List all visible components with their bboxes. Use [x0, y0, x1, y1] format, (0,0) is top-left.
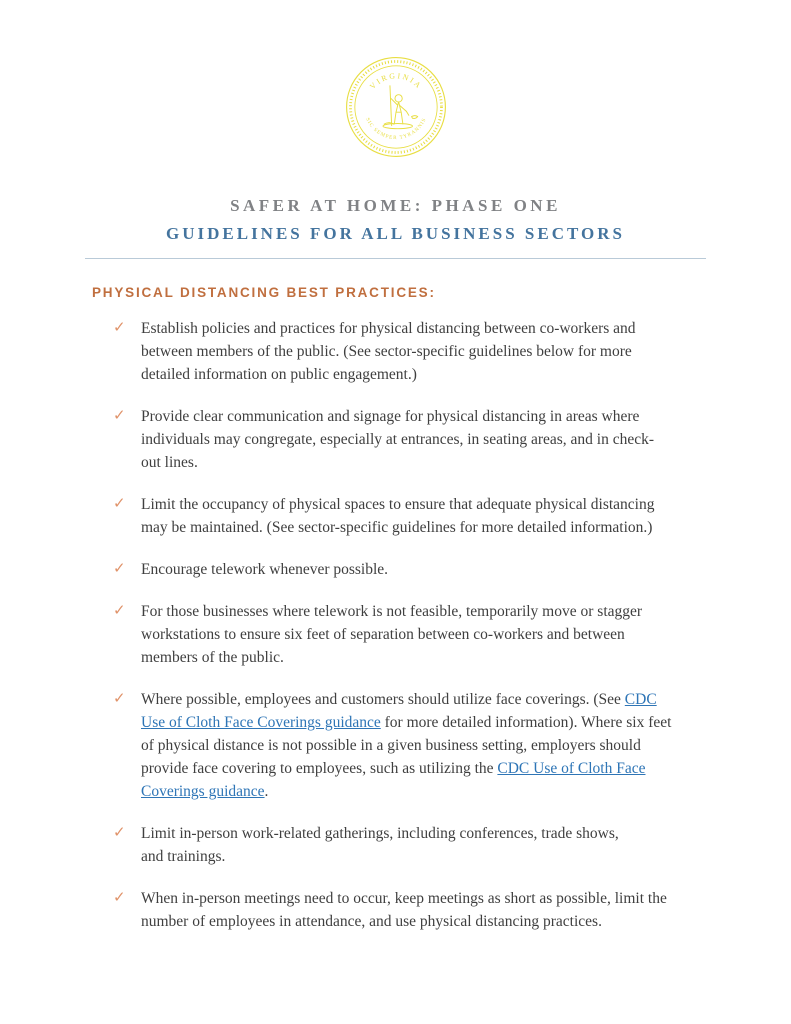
checkmark-icon: ✓ — [113, 408, 126, 424]
bullet-item — [113, 887, 673, 933]
bullet-text: For those businesses where telework is not feasible, temporarily move or stagger workstations to ensure six feet of separation between co-workers and between members of the public. — [141, 603, 643, 666]
bullet-item — [113, 405, 673, 474]
virginia-state-seal — [344, 54, 448, 160]
checkmark-icon: ✓ — [113, 691, 126, 707]
bullet-list — [113, 317, 673, 933]
seal-top-text: VIRGINIA — [367, 71, 424, 92]
section-heading: PHYSICAL DISTANCING BEST PRACTICES: — [92, 285, 436, 300]
bullet-text: Limit the occupancy of physical spaces to ensure that adequate physical distancing may be maintained. (See sector-specific guidelines for more detailed information.) — [141, 496, 655, 536]
seal-virtus-figure — [383, 85, 418, 128]
bullet-item — [113, 688, 673, 803]
cdc-cloth-face-coverings-guidance-link[interactable]: CDC Use of Cloth Face Coverings guidance — [141, 691, 657, 731]
document-title: SAFER AT HOME: PHASE ONE — [230, 196, 561, 215]
bullet-item — [113, 822, 673, 868]
header-divider — [85, 258, 706, 259]
bullet-text: Encourage telework whenever possible. — [141, 561, 389, 578]
bullet-text: Limit in-person work-related gatherings, including conferences, trade shows, and trainings. — [141, 825, 619, 865]
bullet-item — [113, 493, 673, 539]
bullet-item — [113, 600, 673, 669]
checkmark-icon: ✓ — [113, 890, 126, 906]
document-subtitle: GUIDELINES FOR ALL BUSINESS SECTORS — [166, 224, 625, 243]
bullet-item — [113, 558, 673, 581]
bullet-text: When in-person meetings need to occur, keep meetings as short as possible, limit the number of employees in attendance, and use physical distancing practices. — [141, 890, 667, 930]
seal-bottom-text: SIC SEMPER TYRANNIS — [363, 116, 428, 142]
bullet-item — [113, 317, 673, 386]
checkmark-icon: ✓ — [113, 496, 126, 512]
checkmark-icon: ✓ — [113, 825, 126, 841]
bullet-text: Establish policies and practices for physical distancing between co-workers and between members of the public. (See sector-specific guidelines below for more detailed information on public engagement.) — [141, 320, 636, 383]
bullet-text: Where possible, employees and customers should utilize face coverings. (See CDC Use of Cloth Face Coverings guidance for more detailed information). Where six feet of physical distance is not possible in a given business setting, employers should provide face covering to employees, such as utilizing the CDC Use of Cloth Face Coverings guidance. — [141, 691, 672, 800]
bullet-text: Provide clear communication and signage for physical distancing in areas where individuals may congregate, especially at entrances, in seating areas, and in check-out lines. — [141, 408, 655, 471]
checkmark-icon: ✓ — [113, 320, 126, 336]
checkmark-icon: ✓ — [113, 603, 126, 619]
cdc-cloth-face-coverings-guidance-link[interactable]: CDC Use of Cloth Face Coverings guidance — [141, 760, 646, 800]
checkmark-icon: ✓ — [113, 561, 126, 577]
